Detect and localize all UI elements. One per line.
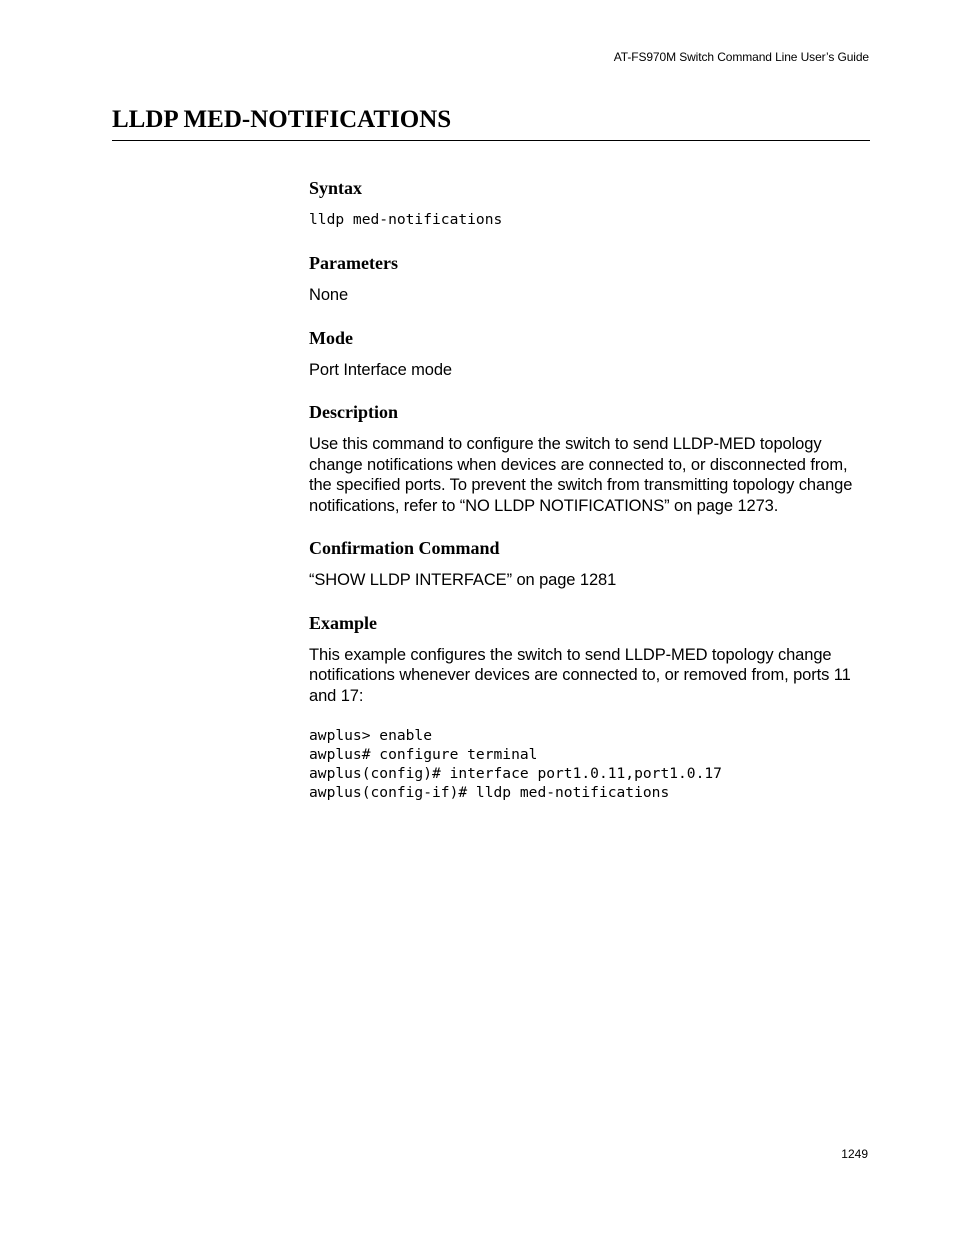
example-heading: Example <box>309 612 378 633</box>
syntax-code: lldp med-notifications <box>309 211 503 228</box>
code-line: awplus# configure terminal <box>309 746 538 763</box>
mode-heading: Mode <box>309 327 353 348</box>
page-title: LLDP MED-NOTIFICATIONS <box>112 106 452 133</box>
code-line: awplus(config-if)# lldp med-notifications <box>309 784 670 801</box>
code-line: awplus(config)# interface port1.0.11,port1.0.17 <box>309 765 722 782</box>
parameters-text: None <box>309 286 349 304</box>
example-code-block <box>309 726 874 802</box>
confirmation-command-link: “SHOW LLDP INTERFACE” on page 1281 <box>309 571 617 589</box>
syntax-heading: Syntax <box>309 178 363 198</box>
running-header: AT-FS970M Switch Command Line User’s Guide <box>613 50 869 64</box>
description-section <box>309 400 874 516</box>
confirmation-section <box>309 536 874 591</box>
example-text: This example configures the switch to send LLDP-MED topology change notifications whenever devices are connected to, or removed from, ports 11 and 17: <box>309 645 851 705</box>
content-body <box>309 176 874 824</box>
example-section <box>309 611 874 803</box>
description-heading: Description <box>309 402 398 422</box>
title-rule <box>112 140 870 141</box>
mode-section <box>309 326 874 381</box>
parameters-heading: Parameters <box>309 253 398 273</box>
description-text: Use this command to configure the switch to send LLDP-MED topology change notifications when devices are connected to, or disconnected from, the specified ports. To prevent the switch from transmitting topology change notifications, refer to “NO LLDP NOTIFICATIONS” on page 1273. <box>309 435 853 515</box>
mode-text: Port Interface mode <box>309 360 453 379</box>
code-line: awplus> enable <box>309 727 433 744</box>
syntax-section <box>309 176 874 229</box>
parameters-section <box>309 251 874 306</box>
confirmation-heading: Confirmation Command <box>309 538 500 558</box>
page-number: 1249 <box>841 1147 868 1161</box>
